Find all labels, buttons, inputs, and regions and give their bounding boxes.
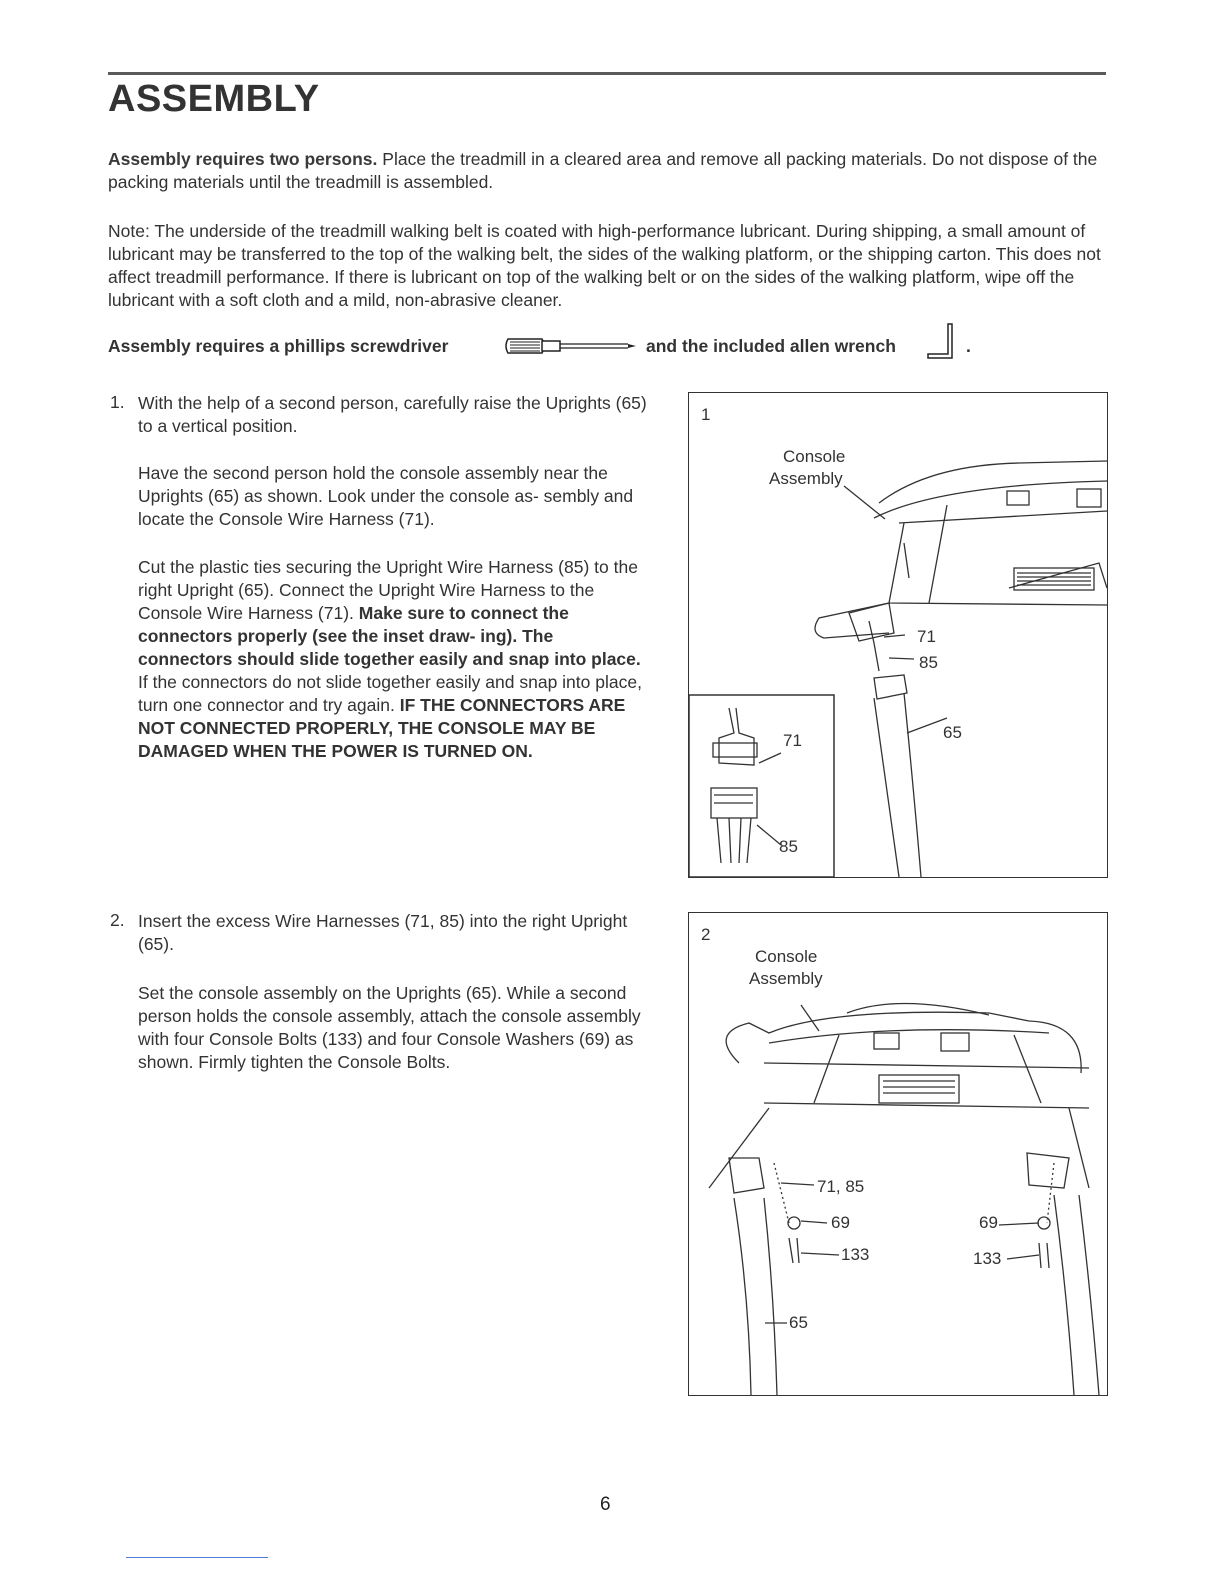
figure-1-callout-65: 65 <box>943 723 962 742</box>
intro-bold: Assembly requires two persons. <box>108 149 378 169</box>
step-1-bold-a: Make sure to connect the connectors properly (see the inset draw- ing). The connectors should slide together easily and snap into place. <box>138 603 641 669</box>
figure-1-callout-85: 85 <box>919 653 938 672</box>
figure-2-callout-133-left: 133 <box>841 1245 870 1264</box>
figure-2-console-label-1: Console <box>755 947 818 966</box>
step-1-paragraph-1: With the help of a second person, carefully raise the Uprights (65) to a vertical position. <box>138 393 647 436</box>
intro-text: Place the treadmill in a cleared area and remove all packing materials. Do not dispose of the packing materials until the treadmill is assembled. <box>108 149 1098 192</box>
figure-2 <box>688 912 1108 1396</box>
tools-end: . <box>966 336 971 356</box>
step-1-number: 1. <box>110 392 125 412</box>
tools-text-2: and the included allen wrench <box>646 336 896 356</box>
tools-text-1: Assembly requires a phillips screwdriver <box>108 336 449 356</box>
step-2-paragraph-2: Set the console assembly on the Uprights (65). While a second person holds the console assembly, attach the console assembly with four Console Bolts (133) and four Console Washers (69) as shown. Firmly tighten the Console Bolts. <box>138 983 641 1072</box>
figure-1-drawing <box>689 393 1107 877</box>
figure-2-callout-71-85: 71, 85 <box>817 1177 865 1196</box>
step-1-paragraph-3 <box>138 556 648 763</box>
figure-1-callout-71: 71 <box>917 627 936 646</box>
figure-1-console-label-1: Console <box>783 447 846 466</box>
step-1-text-b: If the connectors do not slide together easily and snap into place, turn one connector and try again. <box>138 672 642 715</box>
figure-2-callout-65: 65 <box>789 1313 808 1332</box>
title-rule <box>108 72 1106 75</box>
figure-1 <box>688 392 1108 878</box>
step-1-paragraph-2: Have the second person hold the console assembly near the Uprights (65) as shown. Look under the console as- sembly and locate the Console Wire Harness (71). <box>138 463 634 529</box>
step-1-warning: IF THE CONNECTORS ARE NOT CONNECTED PROPERLY, THE CONSOLE MAY BE DAMAGED WHEN THE POWER IS TURNED ON. <box>138 695 626 761</box>
screwdriver-icon <box>502 334 640 358</box>
page-title: ASSEMBLY <box>108 78 320 120</box>
figure-1-number: 1 <box>701 405 711 424</box>
figure-2-console-label-2: Assembly <box>749 969 823 988</box>
footer-rule <box>126 1557 268 1558</box>
figure-2-number: 2 <box>701 925 711 944</box>
step-2-number: 2. <box>110 910 125 930</box>
figure-2-callout-133-right: 133 <box>973 1249 1002 1268</box>
figure-1-inset-callout-71: 71 <box>783 731 802 750</box>
allen-wrench-icon <box>926 322 962 364</box>
step-2-paragraph-1: Insert the excess Wire Harnesses (71, 85) into the right Upright (65). <box>138 911 628 954</box>
intro-paragraph <box>108 148 1108 194</box>
figure-2-callout-69-right: 69 <box>979 1213 998 1232</box>
figure-2-callout-69-left: 69 <box>831 1213 850 1232</box>
page-number: 6 <box>600 1494 611 1515</box>
note-paragraph: Note: The underside of the treadmill walking belt is coated with high-performance lubricant. During shipping, a small amount of lubricant may be transferred to the top of the walking belt, the sides of the walking platform, or the shipping carton. This does not affect treadmill performance. If there is lubricant on top of the walking belt or on the sides of the walking platform, wipe off the lubricant with a soft cloth and a mild, non-abrasive cleaner. <box>108 221 1101 310</box>
step-1-text-a: Cut the plastic ties securing the Upright Wire Harness (85) to the right Upright (65). Connect the Upright Wire Harness to the Console Wire Harness (71). <box>138 557 638 623</box>
figure-1-inset-callout-85: 85 <box>779 837 798 856</box>
figure-1-console-label-2: Assembly <box>769 469 843 488</box>
